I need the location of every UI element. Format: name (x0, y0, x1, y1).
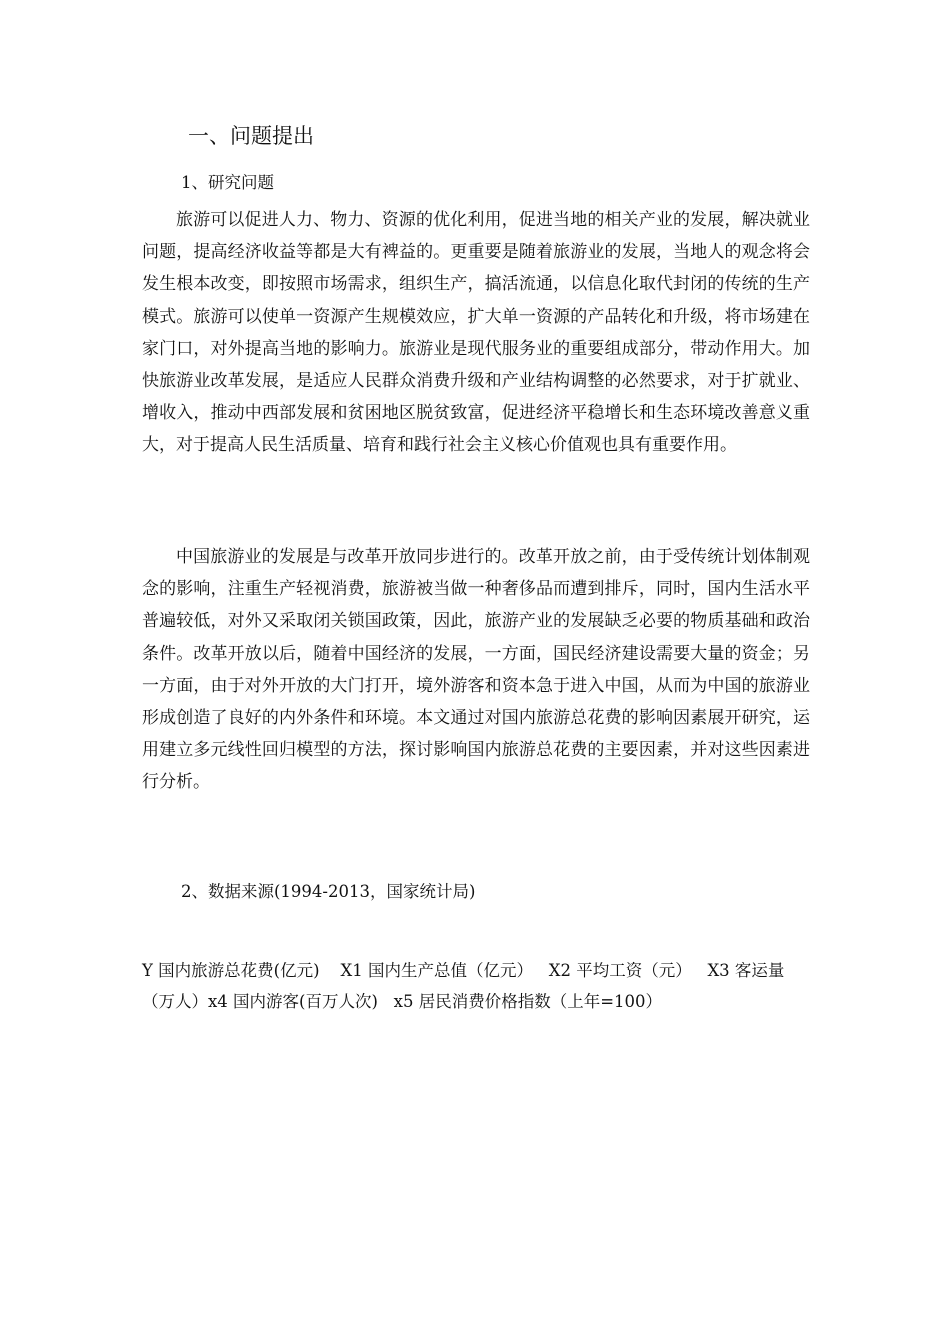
paragraph-tourism-benefits: 旅游可以促进人力、物力、资源的优化利用，促进当地的相关产业的发展，解决就业问题，提高经济收益等都是大有裨益的。更重要是随着旅游业的发展，当地人的观念将会发生根本改变，即按照市场需求，组织生产，搞活流通，以信息化取代封闭的传统的生产模式。旅游可以使单一资源产生规模效应，扩大单一资源的产品转化和升级，将市场建在家门口，对外提高当地的影响力。旅游业是现代服务业的重要组成部分，带动作用大。加快旅游业改革发展，是适应人民群众消费升级和产业结构调整的必然要求，对于扩就业、增收入，推动中西部发展和贫困地区脱贫致富，促进经济平稳增长和生态环境改善意义重大，对于提高人民生活质量、培育和践行社会主义核心价值观也具有重要作用。 (142, 210, 810, 456)
section-heading: 一、问题提出 (188, 124, 314, 148)
paragraph-tourism-development: 中国旅游业的发展是与改革开放同步进行的。改革开放之前，由于受传统计划体制观念的影响，注重生产轻视消费，旅游被当做一种奢侈品而遭到排斥，同时，国内生活水平普遍较低，对外又采取闭关锁国政策，因此，旅游产业的发展缺乏必要的物质基础和政治条件。改革开放以后，随着中国经济的发展，一方面，国民经济建设需要大量的资金；另一方面，由于对外开放的大门打开，境外游客和资本急于进入中国，从而为中国的旅游业形成创造了良好的内外条件和环境。本文通过对国内旅游总花费的影响因素展开研究，运用建立多元线性回归模型的方法，探讨影响国内旅游总花费的主要因素，并对这些因素进行分析。 (142, 547, 810, 793)
variable-definitions: Y 国内旅游总花费(亿元) X1 国内生产总值（亿元） X2 平均工资（元） X3 客运量（万人）x4 国内游客(百万人次) x5 居民消费价格指数（上年=100） (142, 961, 785, 1011)
data-source-subheading: 2、数据来源(1994-2013，国家统计局) (181, 882, 476, 901)
research-question-subheading: 1、研究问题 (181, 173, 274, 192)
